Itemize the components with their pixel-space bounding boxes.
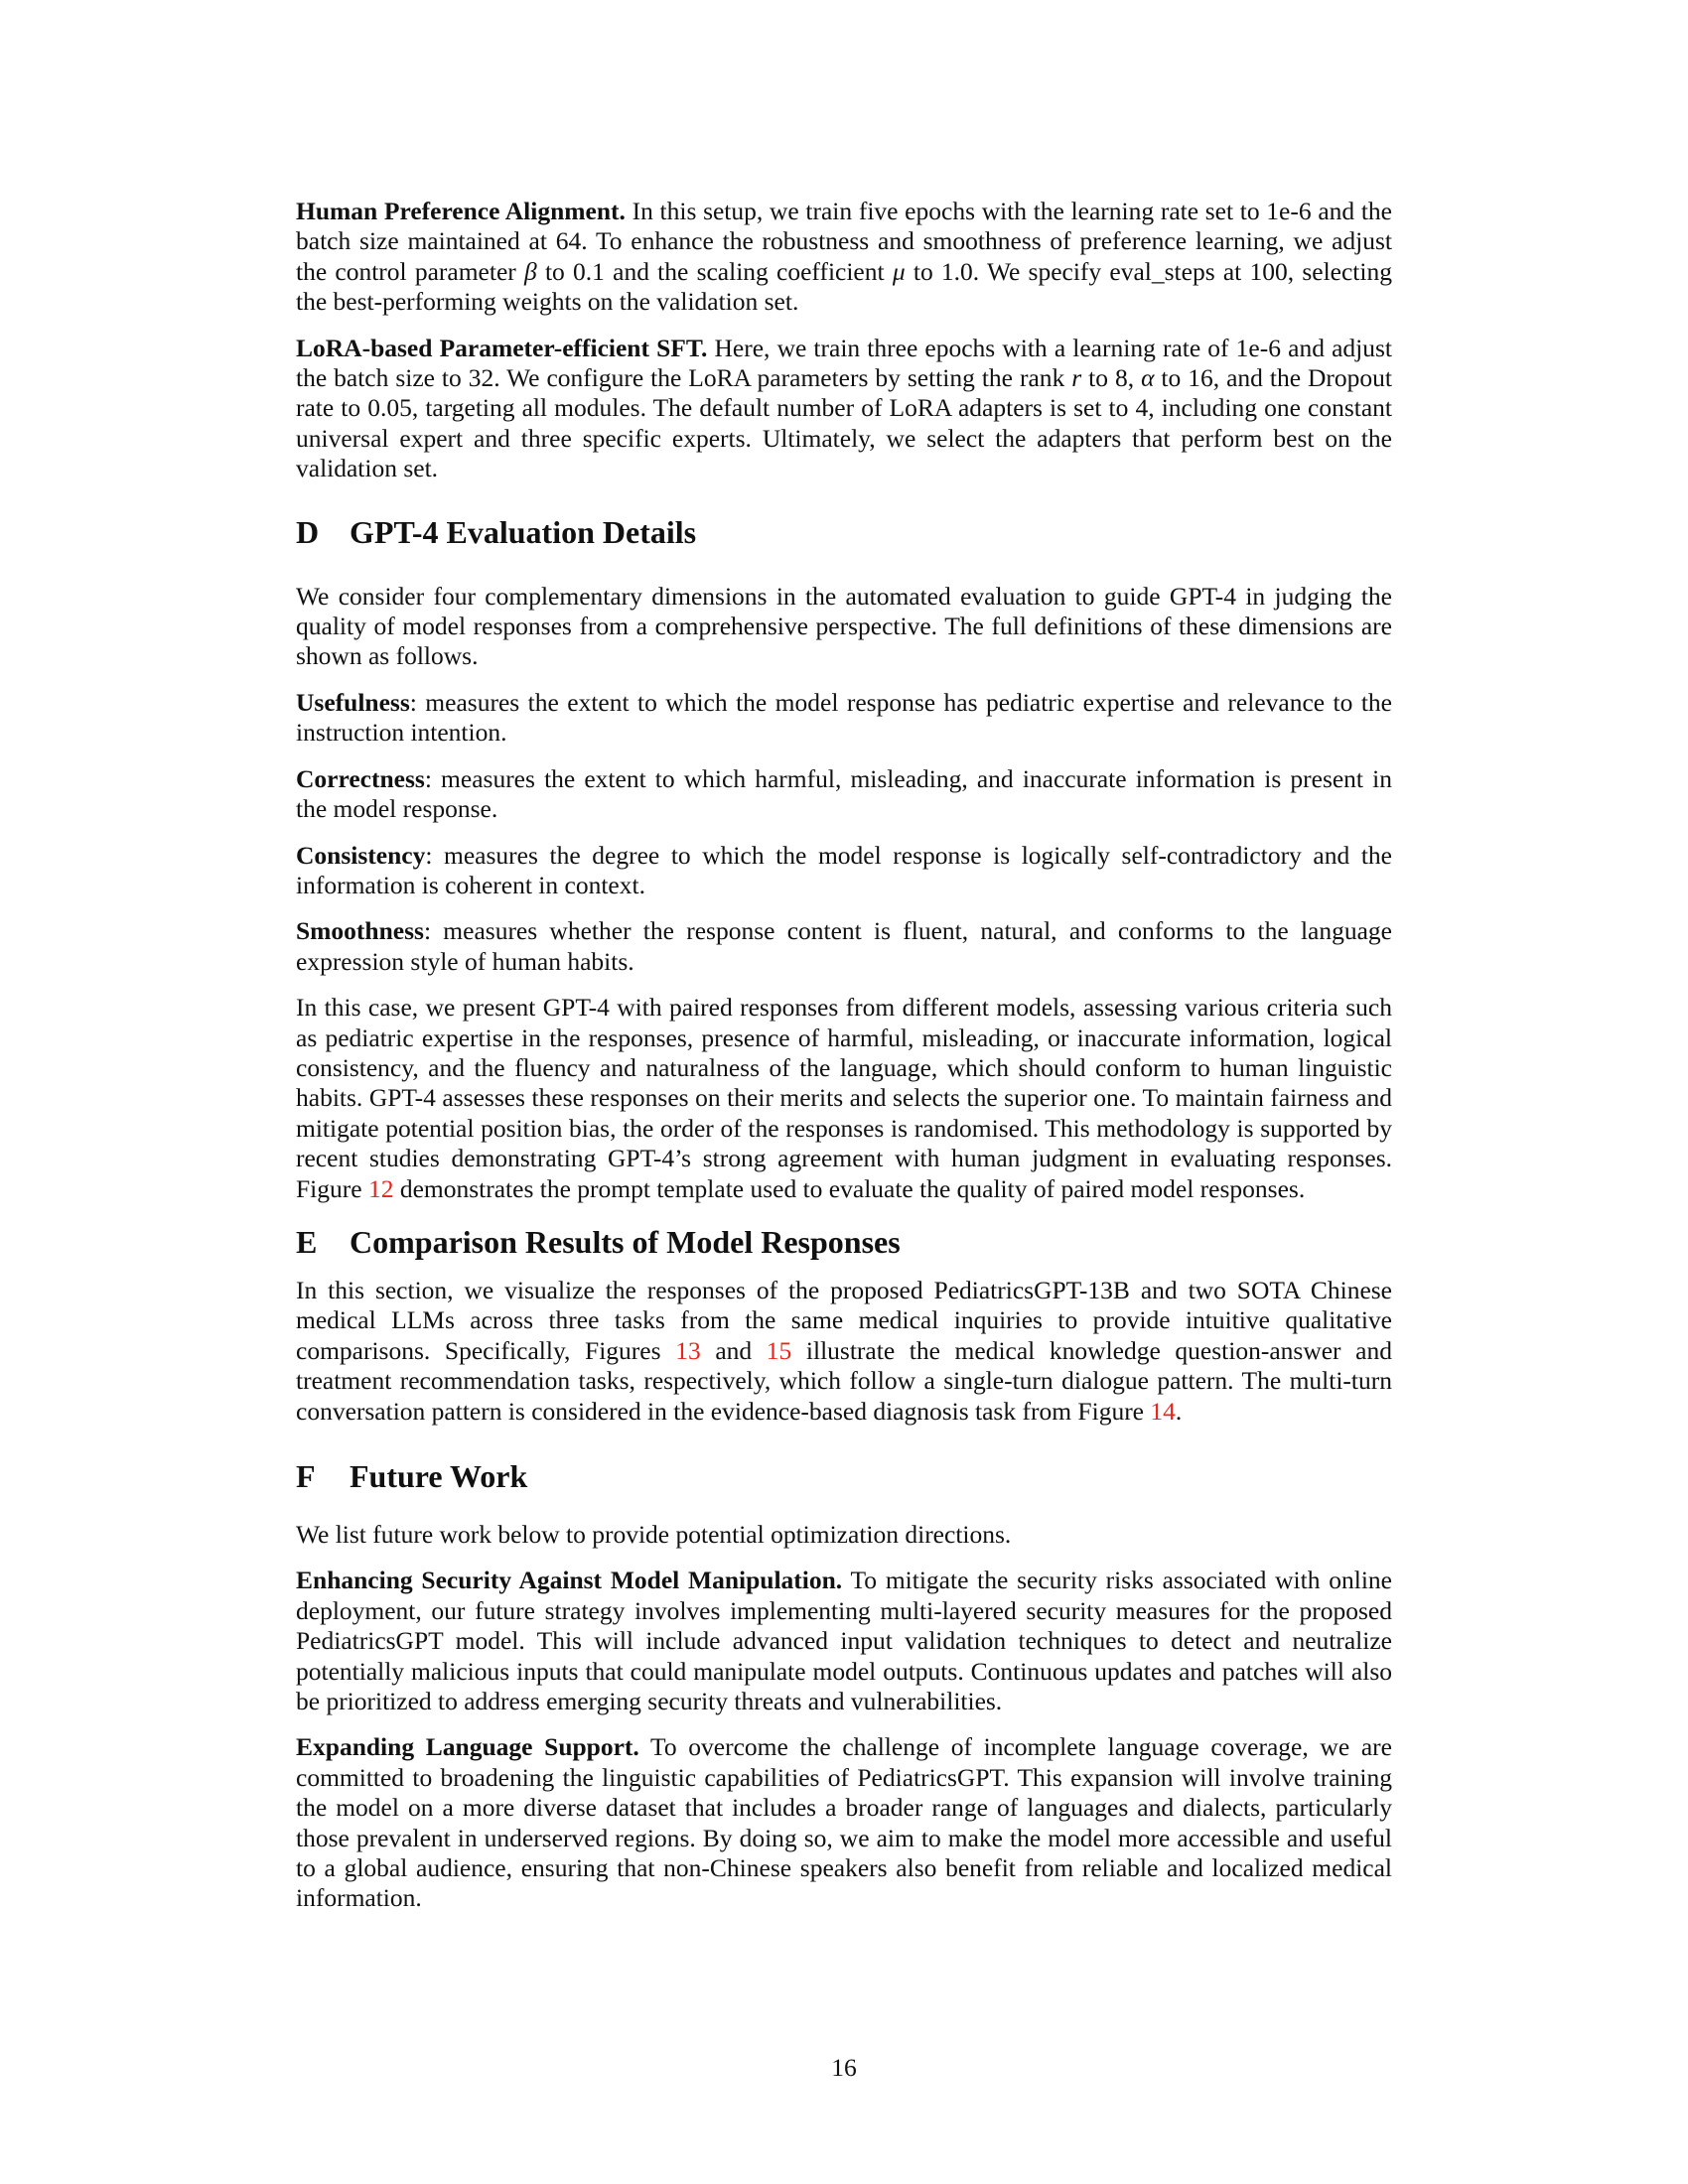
paragraph-lead: Expanding Language Support.: [296, 1732, 639, 1762]
section-heading-d: [296, 512, 1392, 552]
paragraph-text: to 8,: [1081, 363, 1142, 393]
page-content: [296, 197, 1392, 1930]
section-number: E: [296, 1223, 318, 1260]
paragraph-text: We consider four complementary dimensions in the automated evaluation to guide GPT-4 in judging the quality of model responses from a comprehensive perspective. The full definitions of these dimensions are shown as follows.: [296, 581, 1392, 671]
section-number: F: [296, 1458, 316, 1494]
paragraph-text: In this case, we present GPT-4 with paired responses from different models, assessing various criteria such as pediatric expertise in the responses, presence of harmful, misleading, or inaccurate information, logical consistency, and the fluency and naturalness of the language, which should conform to human linguistic habits. GPT-4 assesses these responses on their merits and selects the superior one. To maintain fairness and mitigate potential position bias, the order of the responses is randomised. This methodology is supported by recent studies demonstrating GPT-4’s strong agreement with human judgment in evaluating responses. Figure: [296, 993, 1392, 1203]
section-title: GPT-4 Evaluation Details: [350, 513, 697, 550]
definition-text: : measures the degree to which the model response is logically self-contradictory and the information is coherent in context.: [296, 840, 1392, 899]
definition-smoothness: [296, 916, 1392, 977]
paragraph-comparison: [296, 1276, 1392, 1427]
figure-reference-link[interactable]: 13: [675, 1335, 701, 1365]
paragraph-text: demonstrates the prompt template used to evaluate the quality of paired model responses.: [393, 1173, 1306, 1203]
paragraph-lead: Enhancing Security Against Model Manipulation.: [296, 1566, 843, 1595]
paragraph-lead: LoRA-based Parameter-efficient SFT.: [296, 333, 708, 362]
paragraph-human-preference-alignment: [296, 197, 1392, 318]
paragraph-security: [296, 1566, 1392, 1716]
math-symbol: μ: [892, 256, 906, 286]
paragraph-text: illustrate the medical knowledge question-answer and treatment recommendation tasks, respectively, which follow a single-turn dialogue pattern. The multi-turn conversation pattern is considered in the evidence-based diagnosis task from Figure: [296, 1335, 1392, 1426]
paragraph-text: to 1.0. We specify eval_steps at 100, selecting the best-performing weights on the validation set.: [296, 256, 1392, 317]
section-title: Future Work: [350, 1458, 528, 1494]
definition-term: Consistency: [296, 840, 426, 870]
math-symbol: α: [1141, 363, 1155, 393]
figure-reference-link[interactable]: 14: [1150, 1396, 1176, 1426]
math-symbol: r: [1071, 363, 1082, 393]
section-heading-f: [296, 1456, 1392, 1496]
figure-reference-link[interactable]: 12: [367, 1173, 394, 1203]
definition-usefulness: [296, 688, 1392, 749]
paragraph-future-intro: [296, 1520, 1392, 1550]
paragraph-text: and: [700, 1335, 767, 1365]
paragraph-lead: Human Preference Alignment.: [296, 197, 626, 225]
definition-term: Smoothness: [296, 916, 424, 946]
paragraph-text: In this section, we visualize the responses of the proposed PediatricsGPT-13B and two SOTA Chinese medical LLMs across three tasks from the same medical inquiries to provide intuitive qualitative comparisons. Specifically, Figures: [296, 1275, 1392, 1365]
definition-correctness: [296, 764, 1392, 825]
section-number: D: [296, 513, 320, 550]
paragraph-evaluation-intro: [296, 582, 1392, 672]
section-heading-e: [296, 1222, 1392, 1262]
figure-reference-link[interactable]: 15: [766, 1335, 792, 1365]
paragraph-evaluation-case: [296, 993, 1392, 1204]
paragraph-text: To mitigate the security risks associated with online deployment, our future strategy involves implementing multi-layered security measures for the proposed PediatricsGPT model. This will include advanced input validation techniques to detect and neutralize potentially malicious inputs that could manipulate model outputs. Continuous updates and patches will also be prioritized to address emerging security threats and vulnerabilities.: [296, 1566, 1393, 1716]
definition-text: : measures the extent to which the model response has pediatric expertise and relevance to the instruction intention.: [296, 687, 1392, 748]
paragraph-text: In this setup, we train five epochs with the learning rate set to 1e-6 and the batch size maintained at 64. To enhance the robustness and smoothness of preference learning, we adjust the control parameter: [296, 197, 1392, 286]
paragraph-lora-sft: [296, 334, 1392, 484]
paragraph-text: To overcome the challenge of incomplete language coverage, we are committed to broadening the linguistic capabilities of PediatricsGPT. This expansion will involve training the model on a more diverse dataset that includes a broader range of languages and dialects, particularly those prevalent in underserved regions. By doing so, we aim to make the model more accessible and useful to a global audience, ensuring that non-Chinese speakers also benefit from reliable and localized medical information.: [296, 1732, 1392, 1913]
page-number: 16: [831, 2053, 857, 2082]
definition-text: : measures whether the response content is fluent, natural, and conforms to the language expression style of human habits.: [296, 916, 1392, 976]
paragraph-text: .: [1175, 1396, 1183, 1426]
paragraph-text: to 0.1 and the scaling coefficient: [536, 256, 893, 286]
paragraph-language-support: [296, 1732, 1392, 1913]
paragraph-text: We list future work below to provide potential optimization directions.: [296, 1520, 1012, 1549]
paragraph-text: to 16, and the Dropout rate to 0.05, targeting all modules. The default number of LoRA adapters is set to 4, including one constant universal expert and three specific experts. Ultimately, we select the adapters that perform best on the validation set.: [296, 363, 1392, 483]
definition-term: Usefulness: [296, 687, 410, 717]
definition-text: : measures the extent to which harmful, misleading, and inaccurate information is present in the model response.: [296, 763, 1392, 824]
section-title: Comparison Results of Model Responses: [350, 1223, 901, 1260]
math-symbol: β: [524, 256, 537, 286]
paragraph-text: Here, we train three epochs with a learning rate of 1e-6 and adjust the batch size to 32. We configure the LoRA parameters by setting the rank: [296, 333, 1392, 393]
definition-consistency: [296, 841, 1392, 901]
definition-term: Correctness: [296, 763, 425, 793]
